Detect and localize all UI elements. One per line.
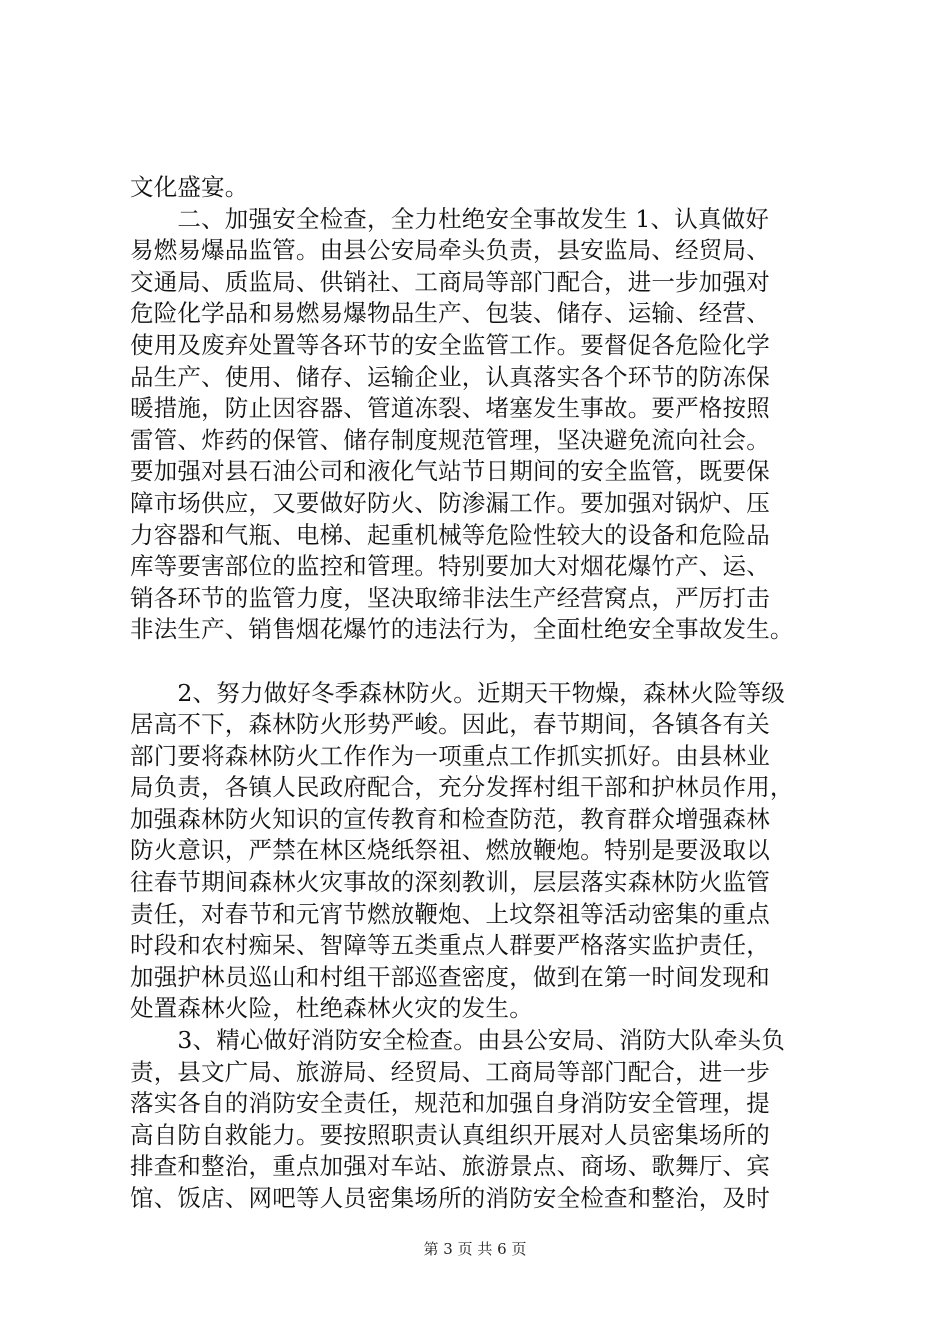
text-line: 品生产、使用、储存、运输企业，认真落实各个环节的防冻保 [130,362,770,391]
text-line: 障市场供应，又要做好防火、防渗漏工作。要加强对锅炉、压 [130,488,770,517]
text-line: 危险化学品和易燃易爆物品生产、包装、储存、运输、经营、 [130,299,770,328]
page-number-footer: 第 3 页 共 6 页 [423,1240,527,1258]
text-line: 雷管、炸药的保管、储存制度规范管理，坚决避免流向社会。 [130,425,770,454]
text-line: 局负责，各镇人民政府配合，充分发挥村组干部和护林员作用， [130,773,794,802]
paragraph-fire-safety [130,1025,848,1215]
text-line: 3、精心做好消防安全检查。由县公安局、消防大队牵头负 [130,1026,786,1055]
text-line: 责，县文广局、旅游局、经贸局、工商局等部门配合，进一步 [130,1057,770,1086]
text-line: 易燃易爆品监管。由县公安局牵头负责，县安监局、经贸局、 [130,236,770,265]
text-line: 2、努力做好冬季森林防火。近期天干物燥，森林火险等级 [130,678,786,707]
text-line: 使用及废弃处置等各环节的安全监管工作。要督促各危险化学 [130,330,770,359]
text-line: 要加强对县石油公司和液化气站节日期间的安全监管，既要保 [130,457,770,486]
text-line: 库等要害部位的监控和管理。特别要加大对烟花爆竹产、运、 [130,552,770,581]
paragraph-forest-fire [130,678,848,1026]
paragraph-continuation [130,172,848,204]
text-line: 落实各自的消防安全责任，规范和加强自身消防安全管理，提 [130,1089,770,1118]
text-line: 往春节期间森林火灾事故的深刻教训，层层落实森林防火监管 [130,868,770,897]
text-line: 文化盛宴。 [130,173,249,201]
paragraph-section-two [130,204,848,646]
text-line: 馆、饭店、网吧等人员密集场所的消防安全检查和整治，及时 [130,1184,770,1212]
text-line: 二、加强安全检查，全力杜绝安全事故发生 1、认真做好 [130,204,770,233]
document-body [130,172,848,1215]
text-line: 加强森林防火知识的宣传教育和检查防范，教育群众增强森林 [130,804,770,833]
text-line: 销各环节的监管力度，坚决取缔非法生产经营窝点，严厉打击 [130,583,770,612]
text-line: 处置森林火险，杜绝森林火灾的发生。 [130,994,533,1023]
text-line: 排查和整治，重点加强对车站、旅游景点、商场、歌舞厅、宾 [130,1152,770,1181]
text-line: 时段和农村痴呆、智障等五类重点人群要严格落实监护责任， [130,931,770,960]
text-line: 责任，对春节和元宵节燃放鞭炮、上坟祭祖等活动密集的重点 [130,899,770,928]
text-line: 加强护林员巡山和村组干部巡查密度，做到在第一时间发现和 [130,962,770,991]
text-line: 交通局、质监局、供销社、工商局等部门配合，进一步加强对 [130,267,770,296]
text-line: 力容器和气瓶、电梯、起重机械等危险性较大的设备和危险品 [130,520,770,549]
text-line: 暖措施，防止因容器、管道冻裂、堵塞发生事故。要严格按照 [130,394,770,423]
text-line: 部门要将森林防火工作作为一项重点工作抓实抓好。由县林业 [130,741,770,770]
text-line: 高自防自救能力。要按照职责认真组织开展对人员密集场所的 [130,1120,770,1149]
text-line: 非法生产、销售烟花爆竹的违法行为，全面杜绝安全事故发生。 [130,615,794,644]
text-line: 防火意识，严禁在林区烧纸祭祖、燃放鞭炮。特别是要汲取以 [130,836,770,865]
text-line: 居高不下，森林防火形势严峻。因此，春节期间，各镇各有关 [130,710,770,739]
paragraph-gap [130,646,848,678]
